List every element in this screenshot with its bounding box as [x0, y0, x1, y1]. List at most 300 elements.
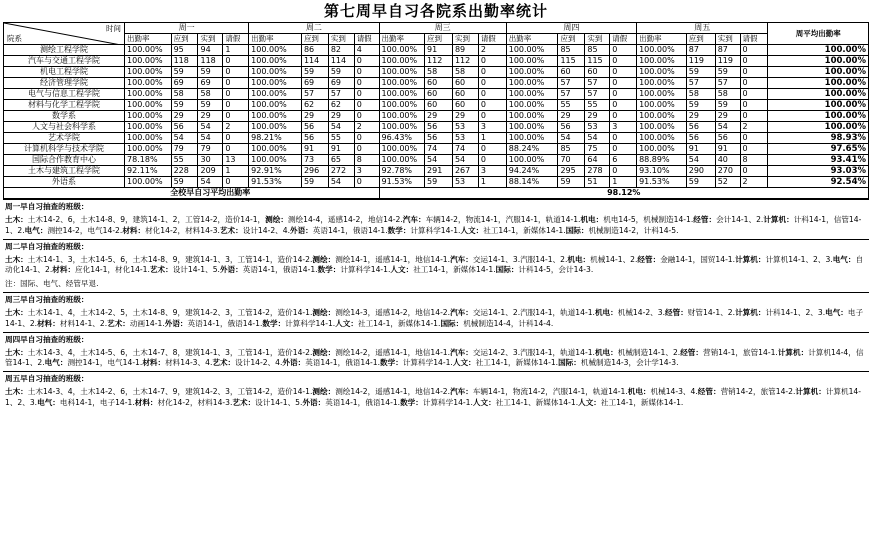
table-cell: 0 [354, 133, 379, 144]
table-cell: 100.00% [637, 122, 687, 133]
table-cell: 29 [425, 111, 453, 122]
table-cell: 54 [328, 177, 354, 188]
table-cell: 95 [171, 45, 198, 56]
table-cell: 29 [301, 111, 328, 122]
table-cell: 100.00% [637, 100, 687, 111]
table-row [4, 78, 869, 89]
dept-tag: 艺术： [219, 225, 243, 235]
dept-name: 材料与化学工程学院 [4, 100, 125, 111]
table-row [4, 89, 869, 100]
dept-tag: 数学： [380, 358, 403, 368]
table-cell: 56 [301, 122, 328, 133]
table-cell: 8 [740, 155, 768, 166]
dept-tag: 计算机： [735, 307, 766, 317]
class-list: 会计14-1、2. [716, 215, 764, 224]
dept-tag: 数学： [262, 318, 286, 328]
table-cell: 0 [223, 89, 249, 100]
weekly-average: 100.00% [768, 89, 869, 100]
table-cell: 59 [715, 100, 740, 111]
weekly-average: 98.93% [768, 133, 869, 144]
section-body [3, 254, 869, 279]
table-cell: 0 [223, 111, 249, 122]
class-list: 社工14-1，新媒体14-1. [357, 318, 441, 328]
class-list: 机械制造14-4，计科14-4. [463, 318, 554, 328]
table-cell: 100.00% [637, 89, 687, 100]
dept-tag: 外语： [290, 225, 313, 235]
table-cell: 100.00% [637, 56, 687, 67]
table-cell: 0 [740, 67, 768, 78]
table-cell: 4 [354, 45, 379, 56]
weekly-average: 100.00% [768, 78, 869, 89]
dept-tag: 艺术： [212, 358, 236, 368]
class-list: 计科14-1、2、3. [765, 307, 826, 317]
table-cell: 100.00% [125, 144, 172, 155]
dept-tag: 汽车： [450, 387, 473, 397]
table-cell: 100.00% [249, 45, 302, 56]
table-cell: 100.00% [637, 111, 687, 122]
sub-header: 应到 [171, 34, 198, 45]
table-row [4, 45, 869, 56]
class-list: 计算科学14-1. [340, 265, 391, 275]
dept-tag: 计算机： [795, 387, 826, 397]
table-cell: 29 [198, 111, 223, 122]
table-cell: 13 [223, 155, 249, 166]
day-header: 周三 [379, 23, 506, 34]
table-cell: 55 [585, 100, 610, 111]
table-cell: 100.00% [506, 89, 558, 100]
table-cell: 100.00% [249, 56, 302, 67]
table-cell: 54 [198, 177, 223, 188]
dept-name: 电气与信息工程学院 [4, 89, 125, 100]
class-list: 土木14-1、4，土木14-2、5，土木14-8、9，建筑14-2、3，工管14-2，造价14-1. [27, 307, 313, 317]
sub-header: 请假 [740, 34, 768, 45]
table-cell: 91.53% [379, 177, 425, 188]
class-list: 计科14-5，会计14-3. [518, 265, 594, 275]
table-cell: 100.00% [637, 78, 687, 89]
table-cell: 0 [354, 67, 379, 78]
sub-header: 实到 [328, 34, 354, 45]
dept-tag: 机电： [567, 254, 591, 264]
table-cell: 62 [301, 100, 328, 111]
table-cell: 100.00% [379, 122, 425, 133]
table-cell: 0 [740, 89, 768, 100]
table-cell: 100.00% [125, 100, 172, 111]
table-cell: 91 [686, 144, 715, 155]
table-cell: 2 [740, 122, 768, 133]
table-cell: 2 [223, 122, 249, 133]
weekly-average: 93.03% [768, 166, 869, 177]
dept-tag: 艺术： [107, 318, 130, 328]
dept-name: 计算机科学与技术学院 [4, 144, 125, 155]
table-cell: 91 [328, 144, 354, 155]
table-cell: 100.00% [506, 122, 558, 133]
table-cell: 85 [585, 45, 610, 56]
class-list: 财管14-1、2. [687, 307, 736, 317]
table-cell: 0 [610, 78, 637, 89]
class-list: 机械制造14-3，会计学14-3. [580, 358, 679, 368]
table-cell: 0 [610, 133, 637, 144]
table-cell: 100.00% [506, 45, 558, 56]
class-list: 动画14-1. [129, 318, 165, 328]
table-cell: 100.00% [637, 67, 687, 78]
class-list: 计算科学14-1. [410, 225, 461, 235]
class-list: 社工14-1，新媒体14-1. [483, 225, 566, 235]
table-cell: 92.11% [125, 166, 172, 177]
corner-dept-label: 院系 [7, 34, 22, 43]
table-cell: 100.00% [249, 78, 302, 89]
dept-tag: 计算机： [777, 347, 809, 357]
table-cell: 100.00% [125, 78, 172, 89]
table-cell: 96.43% [379, 133, 425, 144]
table-row [4, 111, 869, 122]
table-cell: 100.00% [506, 78, 558, 89]
table-cell: 59 [686, 177, 715, 188]
table-row [4, 100, 869, 111]
class-list: 计算科学14-1. [402, 358, 453, 368]
table-cell: 62 [328, 100, 354, 111]
table-cell: 100.00% [125, 45, 172, 56]
table-cell: 54 [452, 155, 478, 166]
table-cell: 3 [354, 166, 379, 177]
class-list: 设计14-2、4. [235, 358, 283, 368]
table-cell: 1 [478, 177, 506, 188]
table-cell: 59 [328, 67, 354, 78]
dept-tag: 人文： [335, 318, 358, 328]
table-cell: 2 [478, 45, 506, 56]
table-cell: 56 [686, 133, 715, 144]
class-list: 英语14-1，俄语14-1. [325, 397, 401, 407]
table-cell: 57 [558, 89, 585, 100]
notes-area [3, 199, 869, 411]
table-cell: 53 [452, 122, 478, 133]
dept-name: 数学系 [4, 111, 125, 122]
table-cell: 114 [328, 56, 354, 67]
class-list: 机械14-1、2. [590, 254, 638, 264]
table-cell: 0 [223, 67, 249, 78]
table-cell: 100.00% [249, 111, 302, 122]
section-body [3, 347, 869, 372]
class-list: 交运14-1、3.汽服14-1、2. [472, 254, 568, 264]
table-cell: 54 [198, 133, 223, 144]
table-cell: 100.00% [125, 111, 172, 122]
section-title: 周四早自习抽查的班级： [3, 332, 869, 347]
sub-header: 请假 [354, 34, 379, 45]
table-cell: 1 [223, 166, 249, 177]
table-cell: 0 [478, 111, 506, 122]
class-list: 计算机14-4，信管14-1、2. [5, 347, 864, 368]
table-cell: 56 [171, 122, 198, 133]
table-cell: 118 [171, 56, 198, 67]
table-cell: 58 [171, 89, 198, 100]
table-cell: 3 [610, 122, 637, 133]
weekly-average: 100.00% [768, 67, 869, 78]
table-cell: 59 [715, 67, 740, 78]
table-cell: 29 [715, 111, 740, 122]
table-cell: 58 [686, 89, 715, 100]
dept-tag: 土木： [5, 307, 28, 317]
table-cell: 56 [425, 122, 453, 133]
class-list: 测控14-2，电气14-2. [47, 225, 123, 235]
dept-tag: 材料： [37, 318, 60, 328]
table-cell: 55 [171, 155, 198, 166]
dept-tag: 电气： [37, 397, 60, 407]
table-cell: 100.00% [249, 144, 302, 155]
table-cell: 70 [558, 155, 585, 166]
table-cell: 59 [301, 177, 328, 188]
class-list: 交运14-1、2.汽服14-1，轨道14-1. [472, 307, 595, 317]
class-list: 计算科学14-1. [285, 318, 336, 328]
dept-tag: 人文： [452, 358, 476, 368]
summary-value: 98.12% [379, 188, 868, 199]
table-cell: 100.00% [379, 111, 425, 122]
table-cell: 1 [223, 45, 249, 56]
table-cell: 100.00% [125, 133, 172, 144]
table-cell: 8 [354, 155, 379, 166]
dept-tag: 数学： [317, 265, 341, 275]
table-cell: 54 [686, 155, 715, 166]
table-cell: 74 [452, 144, 478, 155]
table-row [4, 144, 869, 155]
table-cell: 0 [223, 177, 249, 188]
header-row-sub [4, 34, 869, 45]
table-cell: 59 [171, 177, 198, 188]
class-list: 机械制造14-1、2. [617, 347, 681, 357]
dept-tag: 计算机： [735, 254, 766, 264]
dept-tag: 测绘： [265, 215, 288, 224]
dept-tag: 人文： [578, 397, 601, 407]
sub-header: 出勤率 [637, 34, 687, 45]
dept-tag: 艺术： [149, 265, 173, 275]
table-cell: 100.00% [125, 177, 172, 188]
day-header: 周二 [249, 23, 379, 34]
dept-tag: 材料： [122, 225, 146, 235]
sub-header: 出勤率 [125, 34, 172, 45]
table-cell: 88.24% [506, 144, 558, 155]
table-cell: 58 [425, 67, 453, 78]
table-cell: 270 [715, 166, 740, 177]
table-cell: 64 [585, 155, 610, 166]
dept-tag: 机电： [594, 307, 618, 317]
class-list: 计算科学14-1. [422, 397, 473, 407]
weekly-average: 92.54% [768, 177, 869, 188]
class-list: 材化14-2，材料14-3. [157, 397, 233, 407]
table-cell: 100.00% [249, 89, 302, 100]
class-list: 社工14-1，新媒体14-1. [600, 397, 684, 407]
table-cell: 30 [198, 155, 223, 166]
class-list: 设计14-2、4. [242, 225, 290, 235]
table-cell: 57 [715, 78, 740, 89]
section-body [3, 386, 869, 411]
class-list: 应化14-1，材化14-1. [75, 265, 150, 275]
sub-header: 请假 [223, 34, 249, 45]
day-header: 周四 [506, 23, 636, 34]
class-list: 英语14-1，俄语14-1. [305, 358, 381, 368]
table-cell: 100.00% [506, 100, 558, 111]
table-cell: 58 [715, 89, 740, 100]
dept-tag: 土木： [5, 387, 28, 397]
section-title: 周三早自习抽查的班级： [3, 292, 869, 307]
table-cell: 60 [425, 78, 453, 89]
dept-tag: 计算机： [763, 215, 794, 224]
dept-name: 测绘工程学院 [4, 45, 125, 56]
table-cell: 0 [610, 45, 637, 56]
table-cell: 59 [686, 100, 715, 111]
class-list: 车辆14-1，物流14-2，汽服14-1，轨道14-1. [472, 387, 628, 397]
table-cell: 94.24% [506, 166, 558, 177]
table-cell: 51 [585, 177, 610, 188]
class-list: 交运14-2、3.汽服14-1，轨道14-1. [472, 347, 595, 357]
table-cell: 0 [740, 56, 768, 67]
table-row [4, 177, 869, 188]
table-cell: 278 [585, 166, 610, 177]
dept-tag: 测绘： [312, 347, 336, 357]
dept-name: 艺术学院 [4, 133, 125, 144]
class-list: 电子14-1、2. [5, 307, 864, 328]
table-cell: 0 [610, 144, 637, 155]
table-cell: 75 [585, 144, 610, 155]
dept-name: 土木与建筑工程学院 [4, 166, 125, 177]
table-cell: 87 [715, 45, 740, 56]
dept-tag: 电气： [825, 307, 848, 317]
weekly-average: 100.00% [768, 56, 869, 67]
section-title: 周二早自习抽查的班级： [3, 239, 869, 254]
class-list: 测绘14-2，遥感14-1，地信14-1. [335, 347, 451, 357]
dept-name: 人文与社会科学系 [4, 122, 125, 133]
class-list: 电科14-1，电子14-1. [59, 397, 135, 407]
table-cell: 69 [171, 78, 198, 89]
table-cell: 0 [478, 67, 506, 78]
dept-tag: 国际： [565, 225, 589, 235]
sub-header: 出勤率 [249, 34, 302, 45]
table-cell: 290 [686, 166, 715, 177]
class-list: 材料14-1、2. [59, 318, 108, 328]
class-list: 营销14-1，旅管14-1. [702, 347, 778, 357]
section-title: 周五早自习抽查的班级： [3, 371, 869, 386]
weekly-average: 100.00% [768, 122, 869, 133]
class-list: 计算机14-1、2、3. [5, 387, 861, 407]
table-cell: 91 [301, 144, 328, 155]
table-cell: 0 [354, 56, 379, 67]
table-cell: 0 [610, 89, 637, 100]
table-cell: 0 [610, 56, 637, 67]
table-cell: 119 [715, 56, 740, 67]
table-cell: 0 [223, 144, 249, 155]
table-cell: 89 [452, 45, 478, 56]
table-cell: 93.10% [637, 166, 687, 177]
table-cell: 100.00% [506, 133, 558, 144]
table-cell: 57 [686, 78, 715, 89]
class-list: 机电14-5，机械制造14-1. [603, 215, 694, 224]
table-cell: 29 [558, 111, 585, 122]
table-cell: 54 [198, 122, 223, 133]
class-list: 社工14-1，新媒体14-1. [475, 358, 559, 368]
table-cell: 52 [715, 177, 740, 188]
table-cell: 69 [301, 78, 328, 89]
table-cell: 0 [478, 89, 506, 100]
corner-header [4, 23, 125, 45]
table-cell: 0 [610, 67, 637, 78]
dept-tag: 人文： [472, 397, 496, 407]
table-cell: 100.00% [249, 100, 302, 111]
class-list: 土木14-1、3，土木14-5、6，土木14-8、9，建筑14-1、3，工管14-1，造价14-2. [27, 254, 313, 264]
table-cell: 59 [686, 67, 715, 78]
dept-tag: 经管： [665, 307, 688, 317]
table-cell: 100.00% [379, 100, 425, 111]
table-cell: 296 [301, 166, 328, 177]
table-cell: 60 [425, 100, 453, 111]
attendance-table [3, 22, 869, 199]
dept-tag: 电气： [24, 225, 48, 235]
table-cell: 100.00% [379, 67, 425, 78]
table-cell: 100.00% [125, 89, 172, 100]
table-cell: 3 [478, 122, 506, 133]
table-cell: 58 [198, 89, 223, 100]
table-cell: 100.00% [506, 155, 558, 166]
table-cell: 74 [425, 144, 453, 155]
class-list: 材料14-3、4. [165, 358, 213, 368]
table-cell: 100.00% [379, 144, 425, 155]
table-cell: 272 [328, 166, 354, 177]
sheet-title: 第七周早自习各院系出勤率统计 [323, 2, 548, 20]
day-header: 周五 [637, 23, 768, 34]
dept-tag: 电气： [44, 358, 68, 368]
table-cell: 54 [171, 133, 198, 144]
table-cell: 69 [328, 78, 354, 89]
weekly-average-header: 周平均出勤率 [768, 23, 869, 45]
sub-header: 请假 [610, 34, 637, 45]
table-cell: 100.00% [249, 122, 302, 133]
table-cell: 87 [686, 45, 715, 56]
dept-tag: 材料： [52, 265, 76, 275]
dept-tag: 国际： [440, 318, 464, 328]
dept-tag: 国际： [558, 358, 581, 368]
dept-tag: 土木： [5, 254, 28, 264]
sub-header: 应到 [425, 34, 453, 45]
table-cell: 100.00% [637, 133, 687, 144]
table-cell: 59 [425, 177, 453, 188]
table-cell: 119 [686, 56, 715, 67]
class-list: 测绘14-1，遥感14-1，地信14-1. [335, 254, 451, 264]
dept-tag: 人文： [460, 225, 484, 235]
table-row [4, 155, 869, 166]
table-cell: 54 [425, 155, 453, 166]
table-cell: 57 [585, 78, 610, 89]
table-cell: 0 [478, 56, 506, 67]
dept-tag: 汽车： [402, 215, 426, 224]
table-cell: 100.00% [506, 111, 558, 122]
dept-tag: 艺术： [232, 397, 256, 407]
header-row-days [4, 23, 869, 34]
table-cell: 59 [558, 177, 585, 188]
table-cell: 0 [478, 155, 506, 166]
table-cell: 92.78% [379, 166, 425, 177]
table-cell: 57 [301, 89, 328, 100]
dept-tag: 外语： [302, 397, 326, 407]
dept-tag: 测绘： [312, 387, 336, 397]
table-cell: 53 [585, 122, 610, 133]
table-cell: 0 [740, 166, 768, 177]
dept-name: 国际合作教育中心 [4, 155, 125, 166]
dept-name: 汽车与交通工程学院 [4, 56, 125, 67]
class-list: 测绘14-3，遥感14-2，地信14-2. [335, 307, 451, 317]
table-cell: 29 [585, 111, 610, 122]
table-cell: 29 [452, 111, 478, 122]
table-cell: 60 [452, 100, 478, 111]
dept-tag: 数学： [400, 397, 423, 407]
table-cell: 100.00% [379, 155, 425, 166]
class-list: 机械14-3、4. [650, 387, 698, 397]
sub-header: 实到 [198, 34, 223, 45]
